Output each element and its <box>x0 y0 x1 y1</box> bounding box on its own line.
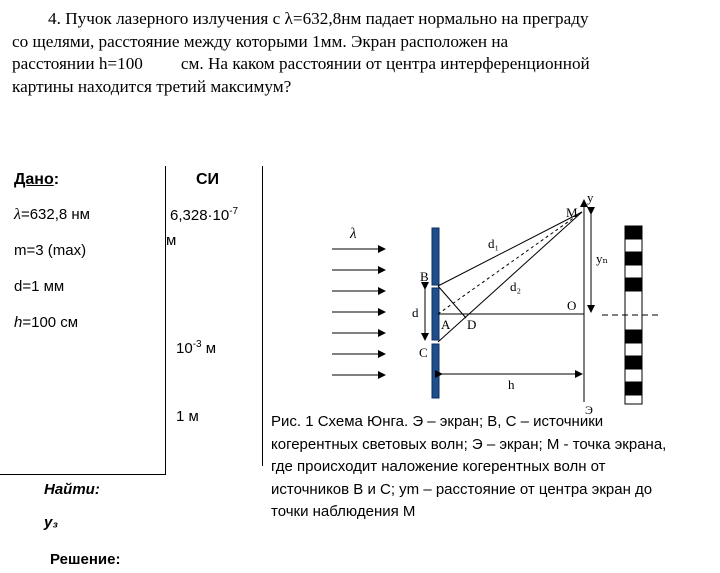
given-h: h=100 см <box>14 314 79 331</box>
label-O: O <box>567 298 577 313</box>
label-h: h <box>508 377 515 392</box>
label-A: A <box>441 317 451 332</box>
label-M: M <box>566 205 578 220</box>
problem-line-3a: расстоянии h=100 <box>12 54 143 73</box>
si-lambda: $6,328\cdot 10^{-7}$ <box>170 206 239 224</box>
si-d: $10^{-3}$ м <box>176 339 217 357</box>
given-lambda: λ=632,8 нм <box>14 206 90 223</box>
si-h: 1 м <box>176 408 199 425</box>
given-m: m=3 (max) <box>14 242 87 259</box>
figure-caption: Рис. 1 Схема Юнга. Э – экран; B, C – источники когерентных световых волн; Э – экран; M - точка экрана, где происходит наложение когерентных волн от источников B и C; ym – расстояние от центра экран до точки наблюдения M <box>271 413 667 520</box>
path-rays <box>438 212 582 342</box>
label-d: d <box>412 305 419 320</box>
given-title: Дано: <box>14 171 60 188</box>
problem-line-1: 4. Пучок лазерного излучения с λ=632,8нм падает нормально на преграду <box>48 9 589 28</box>
label-B: B <box>420 269 429 284</box>
find-title: Найти: <box>44 481 100 498</box>
problem-line-4: картины находится третий максимум? <box>12 76 292 96</box>
median-line <box>438 212 582 314</box>
label-yn: yₙ <box>596 251 609 266</box>
problem-line-3b: см. На каком расстоянии от центра интерференционной <box>180 54 590 73</box>
label-E: Э <box>585 403 593 417</box>
find-value: y₃ <box>44 514 59 531</box>
si-lambda-unit: м <box>166 232 177 249</box>
label-d1: d₁ <box>488 236 500 251</box>
label-lambda: λ <box>350 226 357 242</box>
label-d2: d₂ <box>510 279 522 294</box>
given-d: d=1 мм <box>14 278 65 295</box>
si-title: СИ <box>196 171 220 188</box>
solution-title: Решение: <box>50 551 121 568</box>
barrier <box>432 228 439 398</box>
incident-rays <box>332 249 385 375</box>
label-y: y <box>587 190 594 205</box>
label-D: D <box>467 317 477 332</box>
label-C: C <box>419 345 428 360</box>
problem-line-2: со щелями, расстояние между которыми 1мм. Экран расположен на <box>12 31 509 51</box>
